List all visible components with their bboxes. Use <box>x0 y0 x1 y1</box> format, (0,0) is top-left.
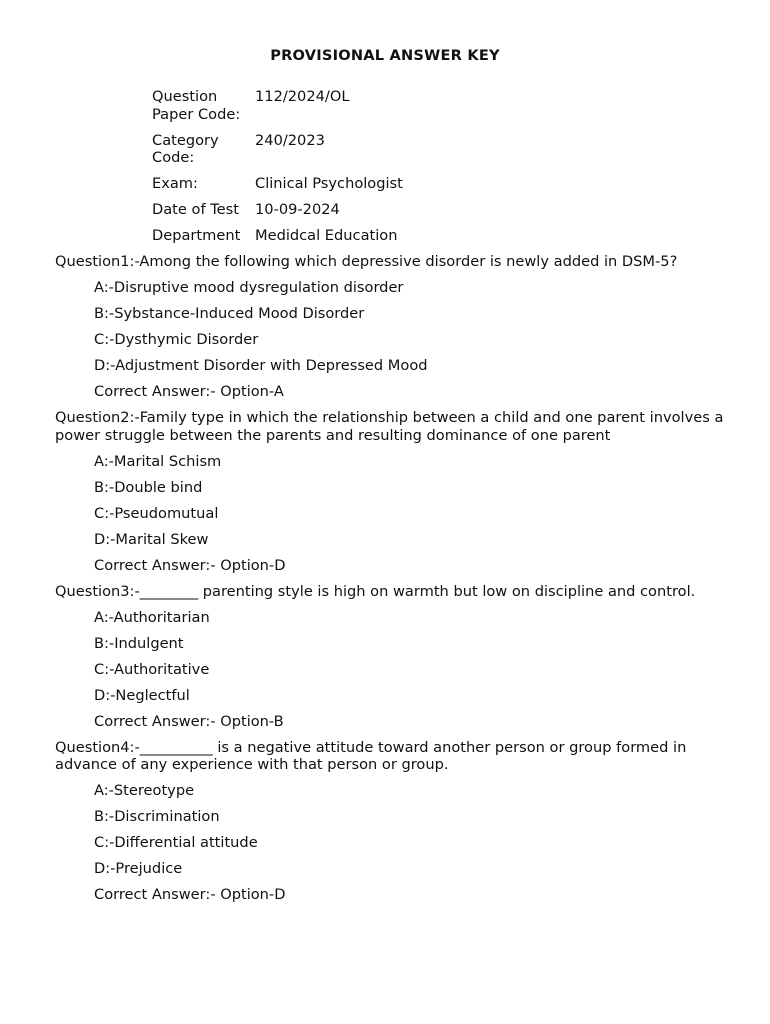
option-c: C:-Differential attitude <box>94 834 258 851</box>
option-b: B:-Discrimination <box>94 808 220 825</box>
meta-value: Clinical Psychologist <box>255 175 403 192</box>
meta-label: Question Paper Code: <box>152 88 241 123</box>
meta-row-paper-code <box>152 88 403 123</box>
correct-answer: Correct Answer:- Option-D <box>94 556 286 574</box>
question-text: Question1:-Among the following which depressive disorder is newly added in DSM-5? <box>55 253 678 270</box>
question-text: Question3:-________ parenting style is high on warmth but low on discipline and control. <box>55 582 696 600</box>
option-b: B:-Double bind <box>94 478 203 496</box>
exam-details <box>152 88 403 253</box>
correct-answer: Correct Answer:- Option-A <box>94 383 284 400</box>
option-b: B:-Sybstance-Induced Mood Disorder <box>94 305 365 322</box>
option-d: D:-Neglectful <box>94 686 190 704</box>
question-text: Question2:-Family type in which the relationship between a child and one parent involves a power struggle between the parents and resulting dominance of one parent <box>55 409 724 444</box>
option-a: A:-Authoritarian <box>94 608 210 626</box>
question-2 <box>55 409 745 574</box>
meta-row-exam <box>152 175 403 193</box>
question-4 <box>55 739 745 904</box>
option-a: A:-Disruptive mood dysregulation disorder <box>94 279 404 296</box>
meta-row-category-code <box>152 132 403 167</box>
meta-value: 10-09-2024 <box>255 201 340 218</box>
option-c: C:-Dysthymic Disorder <box>94 331 259 348</box>
correct-answer: Correct Answer:- Option-D <box>94 886 286 903</box>
meta-label: Department <box>152 227 241 244</box>
option-c: C:-Authoritative <box>94 660 210 678</box>
meta-row-department <box>152 227 403 245</box>
meta-row-date <box>152 201 403 219</box>
option-d: D:-Marital Skew <box>94 530 209 548</box>
meta-value: 112/2024/OL <box>255 88 350 105</box>
option-d: D:-Adjustment Disorder with Depressed Mood <box>94 357 428 374</box>
option-c: C:-Pseudomutual <box>94 504 219 522</box>
question-1 <box>55 253 745 401</box>
correct-answer: Correct Answer:- Option-B <box>94 712 284 730</box>
meta-label: Date of Test <box>152 201 239 218</box>
option-a: A:-Marital Schism <box>94 452 222 470</box>
option-d: D:-Prejudice <box>94 860 183 877</box>
option-a: A:-Stereotype <box>94 782 195 799</box>
question-3 <box>55 583 745 731</box>
meta-value: 240/2023 <box>255 131 325 149</box>
document-title: PROVISIONAL ANSWER KEY <box>270 47 500 64</box>
question-list <box>55 253 745 912</box>
meta-label: Category Code: <box>152 131 219 166</box>
meta-value: Medidcal Education <box>255 227 398 244</box>
option-b: B:-Indulgent <box>94 634 184 652</box>
question-text: Question4:-__________ is a negative attitude toward another person or group formed in advance of any experience with that person or group. <box>55 738 687 773</box>
meta-label: Exam: <box>152 175 198 192</box>
